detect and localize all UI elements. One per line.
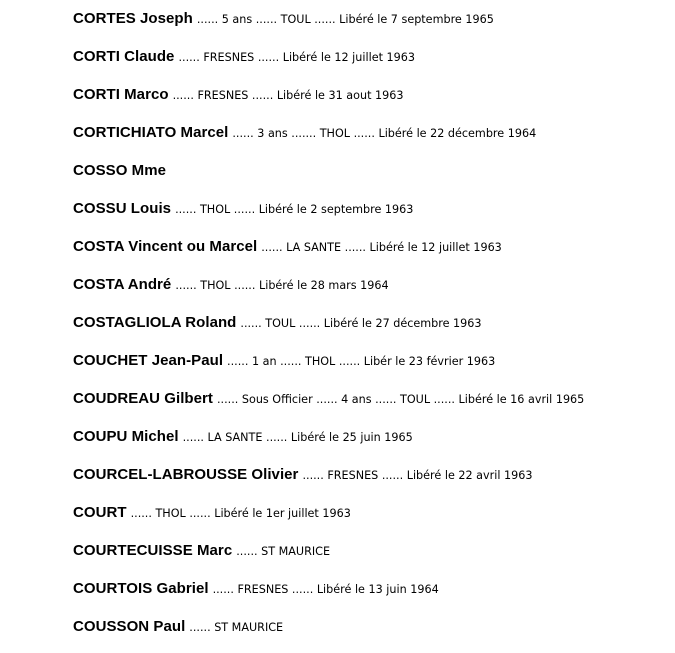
list-item xyxy=(73,273,668,311)
list-item xyxy=(73,425,668,463)
entry-details: ...... THOL ...... Libéré le 1er juillet 1963 xyxy=(130,507,351,520)
list-item xyxy=(73,311,668,349)
list-item xyxy=(73,235,668,273)
list-item xyxy=(73,197,668,235)
person-name: COUPU Michel xyxy=(73,428,179,445)
entry-details: ...... FRESNES ...... Libéré le 13 juin 1964 xyxy=(212,583,439,596)
list-item xyxy=(73,387,668,425)
list-item xyxy=(73,83,668,121)
entry-details: ...... ST MAURICE xyxy=(189,621,284,634)
entry-details: ...... Sous Officier ...... 4 ans ...... TOUL ...... Libéré le 16 avril 1965 xyxy=(216,393,585,406)
entry-details: ...... 3 ans ....... THOL ...... Libéré le 22 décembre 1964 xyxy=(232,127,537,140)
entry-details: ...... THOL ...... Libéré le 28 mars 1964 xyxy=(175,279,389,292)
person-name: CORTICHIATO Marcel xyxy=(73,124,229,141)
person-name: CORTI Marco xyxy=(73,86,169,103)
entry-details: ...... FRESNES ...... Libéré le 12 juillet 1963 xyxy=(178,51,415,64)
person-name: CORTES Joseph xyxy=(73,10,193,27)
entry-details: ...... 5 ans ...... TOUL ...... Libéré le 7 septembre 1965 xyxy=(196,13,494,26)
person-name: COSTA André xyxy=(73,276,172,293)
person-name: COURTOIS Gabriel xyxy=(73,580,209,597)
person-name: COURT xyxy=(73,504,127,521)
person-name: COSTA Vincent ou Marcel xyxy=(73,238,258,255)
list-item xyxy=(73,121,668,159)
person-name: COUDREAU Gilbert xyxy=(73,390,213,407)
entry-details: ...... LA SANTE ...... Libéré le 12 juillet 1963 xyxy=(261,241,502,254)
entry-details: ...... LA SANTE ...... Libéré le 25 juin 1965 xyxy=(182,431,413,444)
person-name: CORTI Claude xyxy=(73,48,175,65)
entry-details: ...... TOUL ...... Libéré le 27 décembre 1963 xyxy=(240,317,482,330)
person-name: COUSSON Paul xyxy=(73,618,186,635)
list-item xyxy=(73,501,668,539)
entry-details: ...... FRESNES ...... Libéré le 22 avril 1963 xyxy=(302,469,533,482)
list-item xyxy=(73,463,668,501)
person-name: COSSO Mme xyxy=(73,162,166,179)
list-item xyxy=(73,577,668,615)
list-item xyxy=(73,7,668,45)
entry-details: ...... 1 an ...... THOL ...... Libér le 23 février 1963 xyxy=(227,355,496,368)
list-item xyxy=(73,349,668,387)
person-name: COURCEL-LABROUSSE Olivier xyxy=(73,466,299,483)
document-page xyxy=(73,7,668,653)
person-name: COSTAGLIOLA Roland xyxy=(73,314,237,331)
list-item xyxy=(73,159,668,197)
list-item xyxy=(73,539,668,577)
person-name: COUCHET Jean-Paul xyxy=(73,352,224,369)
list-item xyxy=(73,615,668,653)
entry-details: ...... ST MAURICE xyxy=(236,545,331,558)
list-item xyxy=(73,45,668,83)
entry-details: ...... THOL ...... Libéré le 2 septembre 1963 xyxy=(175,203,414,216)
person-name: COSSU Louis xyxy=(73,200,172,217)
person-name: COURTECUISSE Marc xyxy=(73,542,233,559)
entry-details: ...... FRESNES ...... Libéré le 31 aout 1963 xyxy=(172,89,404,102)
